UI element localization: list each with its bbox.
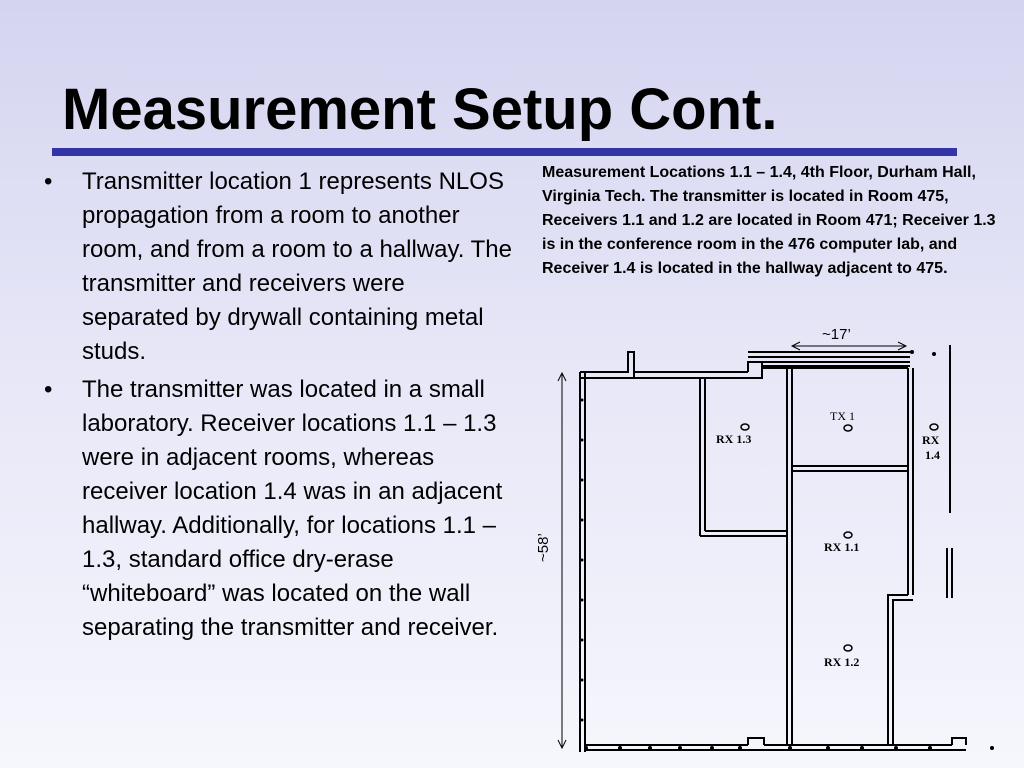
rx12-marker [844,645,852,651]
rx13-label: RX 1.3 [716,432,752,446]
bullet-marker: • [44,376,53,403]
rx14-marker [930,424,938,430]
bullet-text: The transmitter was located in a small laboratory. Receiver locations 1.1 – 1.3 were in adjacent rooms, whereas receiver location 1.4 was in an adjacent hallway. Additionally, for locations 1.1 – 1.3, standard office dry-erase “whiteboard” was located on the wall separating the transmitter and receiver. [82,376,503,641]
rx11-marker [844,532,852,538]
height-dimension-label: ~58’ [535,533,552,562]
floor-plan-walls [558,342,966,752]
rx14-label-line1: RX [922,433,940,447]
rx12-label: RX 1.2 [824,655,860,669]
width-dimension-label: ~17’ [822,326,851,343]
location-labels [716,409,940,669]
rx13-marker [741,424,749,430]
rx11-label: RX 1.1 [824,540,860,554]
rx14-label-line2: 1.4 [925,448,940,462]
bullet-text: Transmitter location 1 represents NLOS propagation from a room to another room, and from a room to a hallway. The transmitter and receivers were separated by drywall containing metal studs. [82,168,512,365]
tx1-marker [844,425,852,431]
floorplan-caption: Measurement Locations 1.1 – 1.4, 4th Floor, Durham Hall, Virginia Tech. The transmitter is located in Room 475, Receivers 1.1 and 1.2 are located in Room 471; Receiver 1.3 is in the conference room in the 476 computer lab, and Receiver 1.4 is located in the hallway adjacent to 475. [542,164,996,277]
tx1-label: TX 1 [830,409,855,423]
slide-title: Measurement Setup Cont. [62,77,778,142]
bullet-marker: • [44,168,53,195]
